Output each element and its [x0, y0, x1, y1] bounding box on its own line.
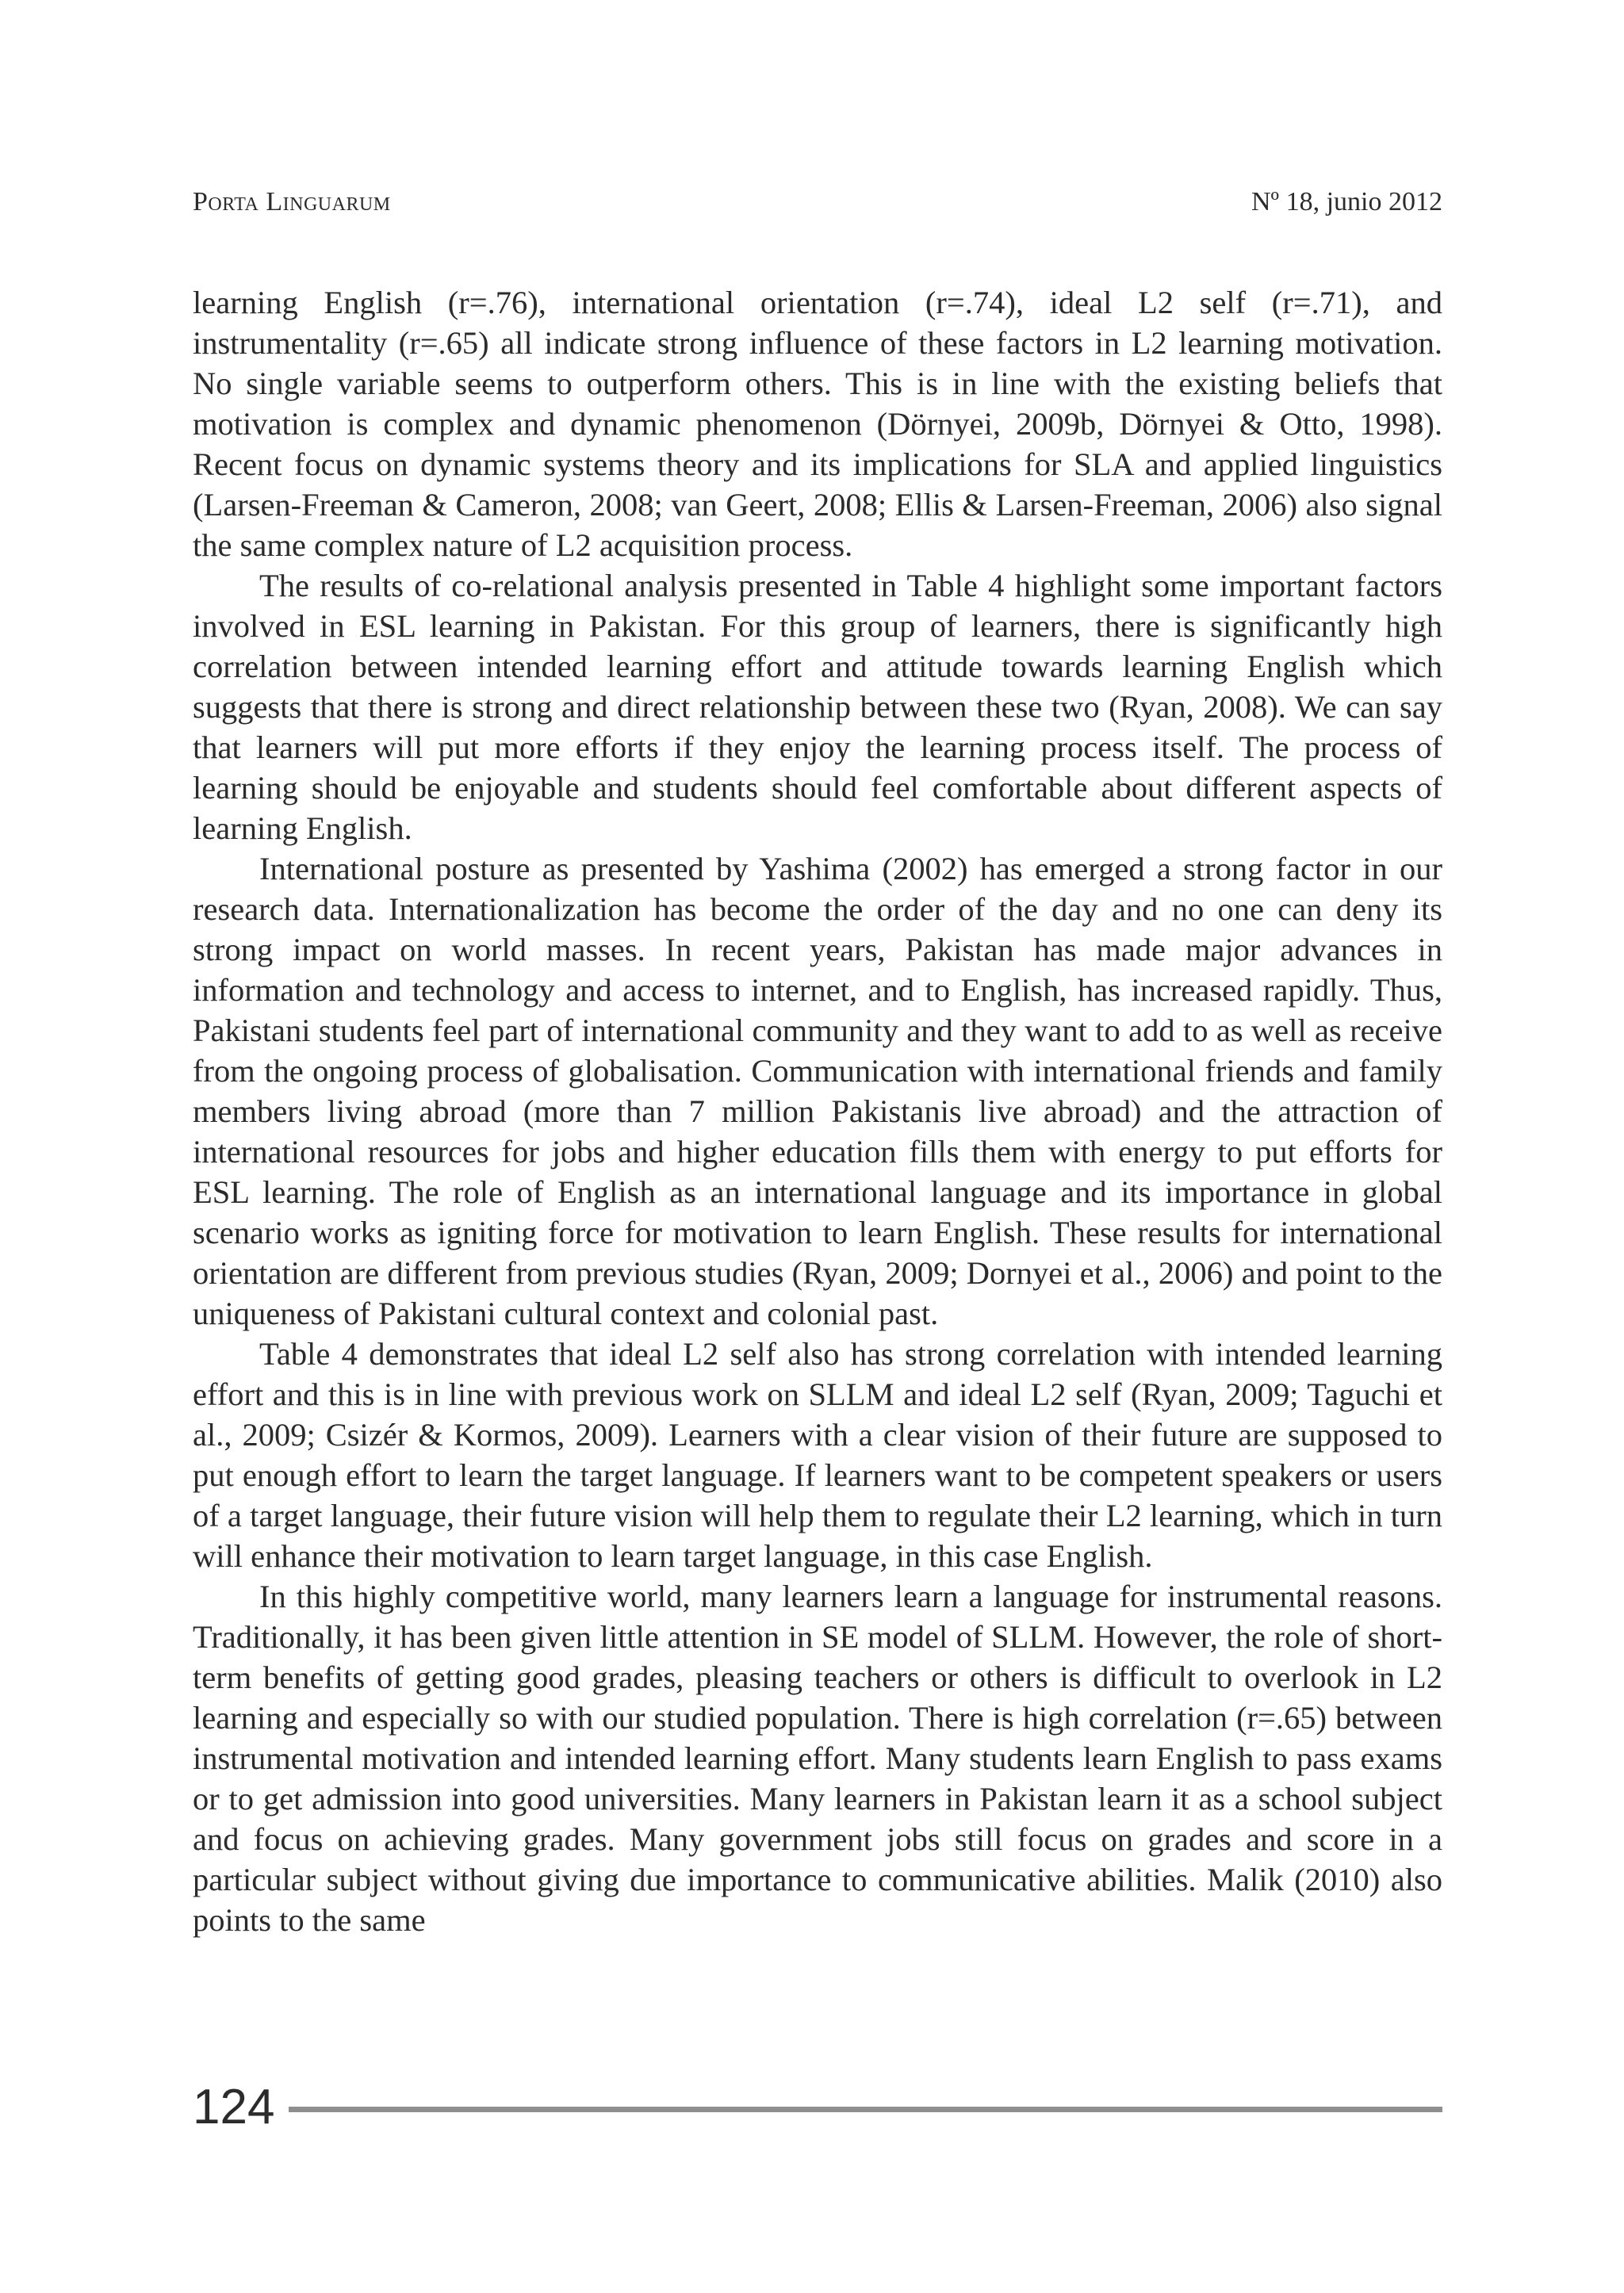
paragraph: Table 4 demonstrates that ideal L2 self also has strong correlation with intended learning effort and this is in line with previous work on SLLM and ideal L2 self (Ryan, 2009; Taguchi et al., 2009; Csizér & Kormos, 2009). Learners with a clear vision of their future are supposed to put enough effort to learn the target language. If learners want to be competent speakers or users of a target language, their future vision will help them to regulate their L2 learning, which in turn will enhance their motivation to learn target language, in this case English. [193, 1336, 1442, 1574]
paragraph: International posture as presented by Yashima (2002) has emerged a strong factor in our research data. Internationalization has become the order of the day and no one can deny its strong impact on world masses. In recent years, Pakistan has made major advances in information and technology and access to internet, and to English, has increased rapidly. Thus, Pakistani students feel part of international community and they want to add to as well as receive from the ongoing process of globalisation. Communication with international friends and family members living abroad (more than 7 million Pakistanis live abroad) and the attraction of international resources for jobs and higher education fills them with energy to put efforts for ESL learning. The role of English as an international language and its importance in global scenario works as igniting force for motivation to learn English. These results for international orientation are different from previous studies (Ryan, 2009; Dornyei et al., 2006) and point to the uniqueness of Pakistani cultural context and colonial past. [193, 851, 1442, 1331]
journal-title: Porta Linguarum [193, 187, 391, 216]
paragraph: In this highly competitive world, many learners learn a language for instrumental reasons. Traditionally, it has been given little attention in SE model of SLLM. However, the role of short-term benefits of getting good grades, pleasing teachers or others is difficult to overlook in L2 learning and especially so with our studied population. There is high correlation (r=.65) between instrumental motivation and intended learning effort. Many students learn English to pass exams or to get admission into good universities. Many learners in Pakistan learn it as a school subject and focus on achieving grades. Many government jobs still focus on grades and score in a particular subject without giving due importance to communicative abilities. Malik (2010) also points to the same [193, 1579, 1442, 1938]
paragraph: The results of co-relational analysis presented in Table 4 highlight some important factors involved in ESL learning in Pakistan. For this group of learners, there is significantly high correlation between intended learning effort and attitude towards learning English which suggests that there is strong and direct relationship between these two (Ryan, 2008). We can say that learners will put more efforts if they enjoy the learning process itself. The process of learning should be enjoyable and students should feel comfortable about different aspects of learning English. [193, 568, 1442, 846]
page-footer [193, 2076, 1442, 2139]
paragraph-continuation: learning English (r=.76), international orientation (r=.74), ideal L2 self (r=.71), and instrumentality (r=.65) all indicate strong influence of these factors in L2 learning motivation. No single variable seems to outperform others. This is in line with the existing beliefs that motivation is complex and dynamic phenomenon (Dörnyei, 2009b, Dörnyei & Otto, 1998). Recent focus on dynamic systems theory and its implications for SLA and applied linguistics (Larsen-Freeman & Cameron, 2008; van Geert, 2008; Ellis & Larsen-Freeman, 2006) also signal the same complex nature of L2 acquisition process. [193, 285, 1442, 563]
body-text [193, 282, 1442, 1940]
issue-info: Nº 18, junio 2012 [1251, 187, 1442, 216]
footer-rule [289, 2107, 1442, 2112]
page-number: 124 [193, 2080, 275, 2134]
running-header [193, 187, 1442, 235]
